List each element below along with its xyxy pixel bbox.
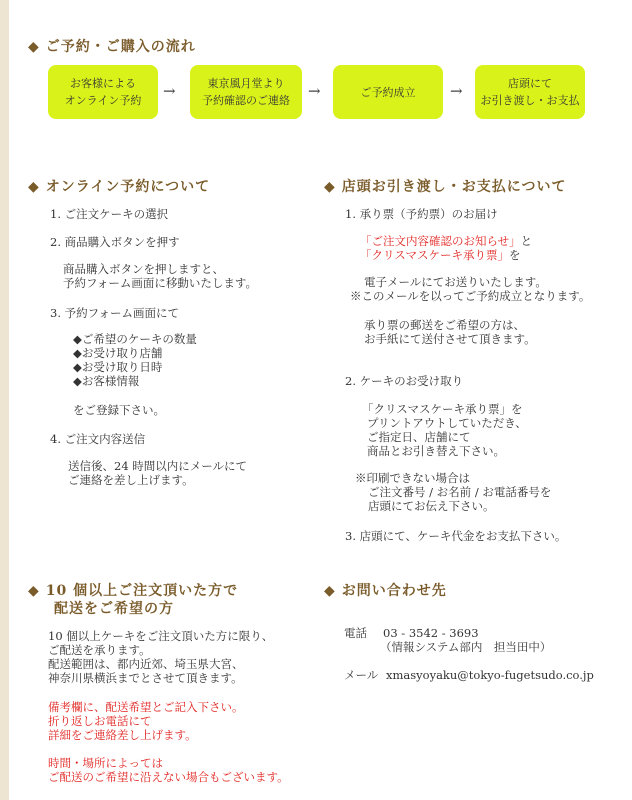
contact-heading: [324, 580, 447, 600]
online-step-2: 2. 商品購入ボタンを押す: [50, 235, 180, 249]
flow-heading: [28, 36, 196, 56]
flow-step-online-reservation: [48, 65, 158, 119]
store-mail-note: ※このメールを以ってご予約成立となります。: [350, 289, 591, 303]
store-heading: [324, 176, 567, 196]
online-step-3-end: をご登録下さい。: [73, 403, 165, 417]
online-step-4-detail: ご連絡を差し上げます。: [68, 473, 194, 487]
delivery-text: 10 個以上ケーキをご注文頂いた方に限り、: [48, 629, 274, 643]
contact-department: （情報システム部内 担当田中）: [380, 640, 552, 654]
store-print-note: 店頭にてお伝え下さい。: [368, 499, 495, 513]
flow-step-confirmation: [190, 65, 302, 119]
store-pickup-detail: ご指定日、店舗にて: [367, 430, 471, 444]
contact-mail-address[interactable]: xmasyoyaku@tokyo-fugetsudo.co.jp: [386, 668, 594, 682]
step-line: お引き渡し・お支払: [480, 94, 580, 107]
store-heading-text: 店頭お引き渡し・お支払について: [341, 179, 567, 195]
delivery-text: ご配送を承ります。: [48, 643, 151, 657]
contact-phone-number: 03 - 3542 - 3693: [383, 626, 479, 640]
flow-steps: [0, 65, 632, 121]
store-connector: を: [509, 248, 521, 262]
flow-step-pickup-payment: [475, 65, 585, 119]
delivery-heading: [28, 580, 238, 600]
arrow-right-icon: →: [450, 82, 463, 100]
contact-mail-label: メール: [344, 668, 379, 682]
store-connector: と: [520, 234, 533, 248]
step-line: 東京風月堂より: [207, 77, 285, 90]
online-step-3: 3. 予約フォーム画面にて: [50, 306, 180, 320]
store-pickup-detail: 商品とお引き替え下さい。: [367, 444, 505, 458]
delivery-note: 折り返しお電話にて: [48, 714, 152, 728]
flow-heading-text: ご予約・ご購入の流れ: [45, 39, 196, 55]
online-step-1: 1. ご注文ケーキの選択: [50, 207, 169, 221]
store-step-1: 1. 承り票（予約票）のお届け: [345, 207, 498, 221]
arrow-right-icon: →: [163, 82, 176, 100]
online-form-item: ◆お受け取り店舗: [73, 346, 163, 360]
store-post-note: お手紙にて送付させて頂きます。: [364, 332, 536, 346]
step-line: ご予約成立: [360, 85, 416, 99]
store-mail-note: 電子メールにてお送りいたします。: [364, 275, 547, 289]
store-step-2: 2. ケーキのお受け取り: [345, 374, 464, 388]
arrow-right-icon: →: [308, 82, 321, 100]
diamond-icon: ◆: [324, 583, 336, 599]
diamond-icon: ◆: [28, 583, 40, 599]
diamond-icon: ◆: [324, 179, 336, 195]
step-line: オンライン予約: [64, 94, 142, 107]
store-step-3: 3. 店頭にて、ケーキ代金をお支払下さい。: [345, 529, 567, 543]
delivery-text: 神奈川県横浜までとさせて頂きます。: [48, 671, 243, 685]
delivery-note: 備考欄に、配送希望とご記入下さい。: [48, 700, 244, 714]
delivery-heading-line: 10 個以上ご注文頂いた方で: [45, 583, 239, 599]
flow-step-reservation-complete: [333, 65, 443, 119]
store-pickup-detail: プリントアウトしていただき、: [367, 416, 527, 430]
online-form-item: ◆お受け取り日時: [73, 360, 163, 374]
contact-heading-text: お問い合わせ先: [341, 583, 447, 599]
xmas-receipt-title: 「クリスマスケーキ承り票」: [360, 248, 510, 262]
online-step-4-detail: 送信後、24 時間以内にメールにて: [68, 459, 248, 473]
notice-email-title: 「ご注文内容確認のお知らせ」: [360, 234, 521, 248]
online-step-2-detail: 商品購入ボタンを押しますと、: [63, 262, 224, 276]
step-line: 予約確認のご連絡: [202, 94, 290, 107]
online-step-2-detail: 予約フォーム画面に移動いたします。: [63, 276, 258, 290]
store-post-note: 承り票の郵送をご希望の方は、: [364, 318, 525, 332]
store-print-note: ※印刷できない場合は: [355, 471, 470, 485]
store-pickup-detail: 「クリスマスケーキ承り票」を: [362, 402, 523, 416]
step-line: お客様による: [70, 77, 136, 90]
online-form-item: ◆お客様情報: [73, 374, 140, 388]
diamond-icon: ◆: [28, 179, 40, 195]
online-form-item: ◆ご希望のケーキの数量: [73, 332, 197, 346]
delivery-heading-line: 配送をご希望の方: [54, 601, 174, 617]
store-receipt-line: [360, 248, 521, 262]
contact-phone-label: 電話: [344, 626, 367, 640]
delivery-note: ご配送のご希望に沿えない場合もございます。: [48, 770, 289, 784]
delivery-note: 詳細をご連絡差し上げます。: [48, 728, 197, 742]
delivery-text: 配送範囲は、都内近郊、埼玉県大宮、: [48, 657, 244, 671]
diamond-icon: ◆: [28, 39, 40, 55]
delivery-note: 時間・場所によっては: [48, 756, 163, 770]
step-line: 店頭にて: [508, 77, 552, 90]
online-heading-text: オンライン予約について: [45, 179, 211, 195]
store-receipt-line: [360, 234, 532, 248]
online-heading: [28, 176, 210, 196]
store-print-note: ご注文番号 / お名前 / お電話番号を: [368, 485, 552, 499]
online-step-4: 4. ご注文内容送信: [50, 432, 146, 446]
